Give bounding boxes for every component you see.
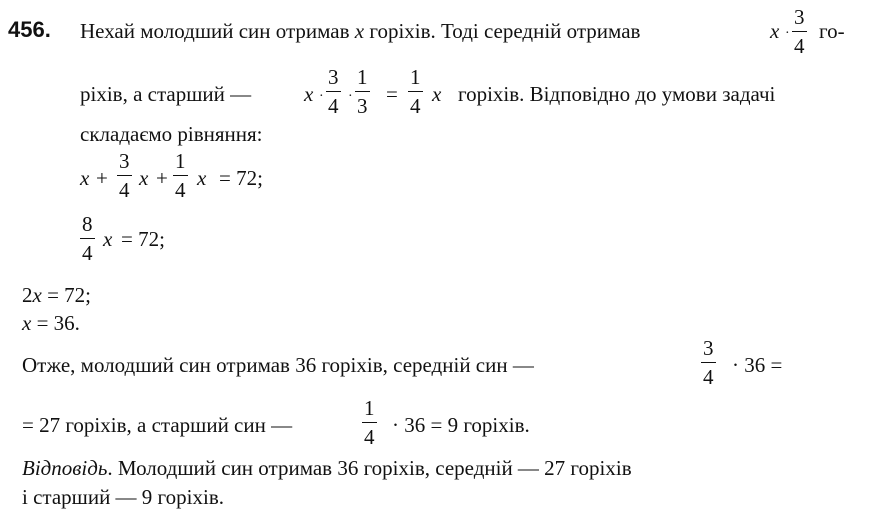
line1-tail: го- (819, 19, 845, 43)
mult-dot: · (319, 89, 324, 104)
numerator: 3 (119, 149, 130, 173)
denominator: 4 (410, 94, 421, 118)
line2-rest: горіхів. Відповідно до умови задачі (458, 82, 776, 106)
fraction-bar (792, 31, 807, 32)
conclusion-line-2: = 27 горіхів, а старший син — (22, 413, 293, 437)
answer-line-2: і старший — 9 горіхів. (22, 485, 224, 509)
conclusion-line-1: Отже, молодший син отримав 36 горіхів, середній син — (22, 353, 534, 377)
numerator: 3 (794, 5, 805, 29)
line2-start: ріхів, а старший — (80, 82, 252, 106)
fraction-3-4 (326, 67, 341, 117)
denominator: 4 (175, 178, 186, 202)
eq1-plus: + (96, 166, 108, 190)
fraction-bar (701, 362, 716, 363)
eq1-x: x (80, 166, 90, 190)
fraction-1-4 (173, 151, 188, 201)
fraction-3-4 (117, 151, 132, 201)
eq3-x: x (32, 283, 42, 307)
line1-var2: x (770, 19, 780, 43)
eq2-rhs: = 72; (121, 227, 165, 251)
fraction-bar (408, 91, 423, 92)
line1-var: x (354, 19, 365, 43)
equation-4 (22, 313, 80, 334)
denominator: 4 (703, 365, 714, 389)
eq3-coef: 2 (22, 283, 33, 307)
conclusion-line-1-rest: · 36 = (732, 353, 783, 377)
fraction-1-4 (362, 398, 377, 448)
denominator: 3 (357, 94, 368, 118)
eq1-x3: x (197, 166, 207, 190)
fraction-8-4 (80, 214, 95, 264)
eq4-x: x (22, 311, 32, 335)
numerator: 1 (364, 396, 375, 420)
fraction-bar (173, 175, 188, 176)
numerator: 8 (82, 212, 93, 236)
answer-text: . Молодший син отримав 36 горіхів, середній — 27 горіхів (107, 456, 632, 480)
answer-line-1 (22, 458, 632, 479)
equals-sign: = (386, 82, 398, 106)
numerator: 1 (175, 149, 186, 173)
mult-dot: · (348, 89, 353, 104)
denominator: 4 (82, 241, 93, 265)
fraction-bar (80, 238, 95, 239)
line2-var: x (304, 82, 314, 106)
answer-label: Відповідь (22, 456, 108, 480)
numerator: 1 (410, 65, 421, 89)
fraction-3-4 (792, 7, 807, 57)
line2-var2: x (432, 82, 442, 106)
eq1-x2: x (139, 166, 149, 190)
eq1-plus: + (156, 166, 168, 190)
mult-dot: · (785, 26, 790, 41)
eq4-rhs: = 36. (31, 311, 80, 335)
numerator: 1 (357, 65, 368, 89)
denominator: 4 (364, 425, 375, 449)
line1-text: Нехай молодший син отримав (80, 19, 350, 43)
denominator: 4 (794, 34, 805, 58)
text-line-3: складаємо рівняння: (80, 122, 263, 146)
conclusion-line-2-rest: · 36 = 9 горіхів. (392, 413, 530, 437)
text-line-1 (80, 21, 640, 42)
equation-3 (22, 285, 91, 306)
denominator: 4 (328, 94, 339, 118)
denominator: 4 (119, 178, 130, 202)
numerator: 3 (328, 65, 339, 89)
problem-number: 456. (8, 17, 51, 42)
fraction-bar (117, 175, 132, 176)
fraction-3-4 (701, 338, 716, 388)
fraction-bar (362, 422, 377, 423)
fraction-bar (326, 91, 341, 92)
eq1-rhs: = 72; (219, 166, 263, 190)
eq2-x: x (103, 227, 113, 251)
fraction-bar (355, 91, 370, 92)
eq3-rhs: = 72; (41, 283, 92, 307)
fraction-1-3 (355, 67, 370, 117)
numerator: 3 (703, 336, 714, 360)
fraction-1-4 (408, 67, 423, 117)
line1-text2: горіхів. Тоді середній отримав (369, 19, 641, 43)
